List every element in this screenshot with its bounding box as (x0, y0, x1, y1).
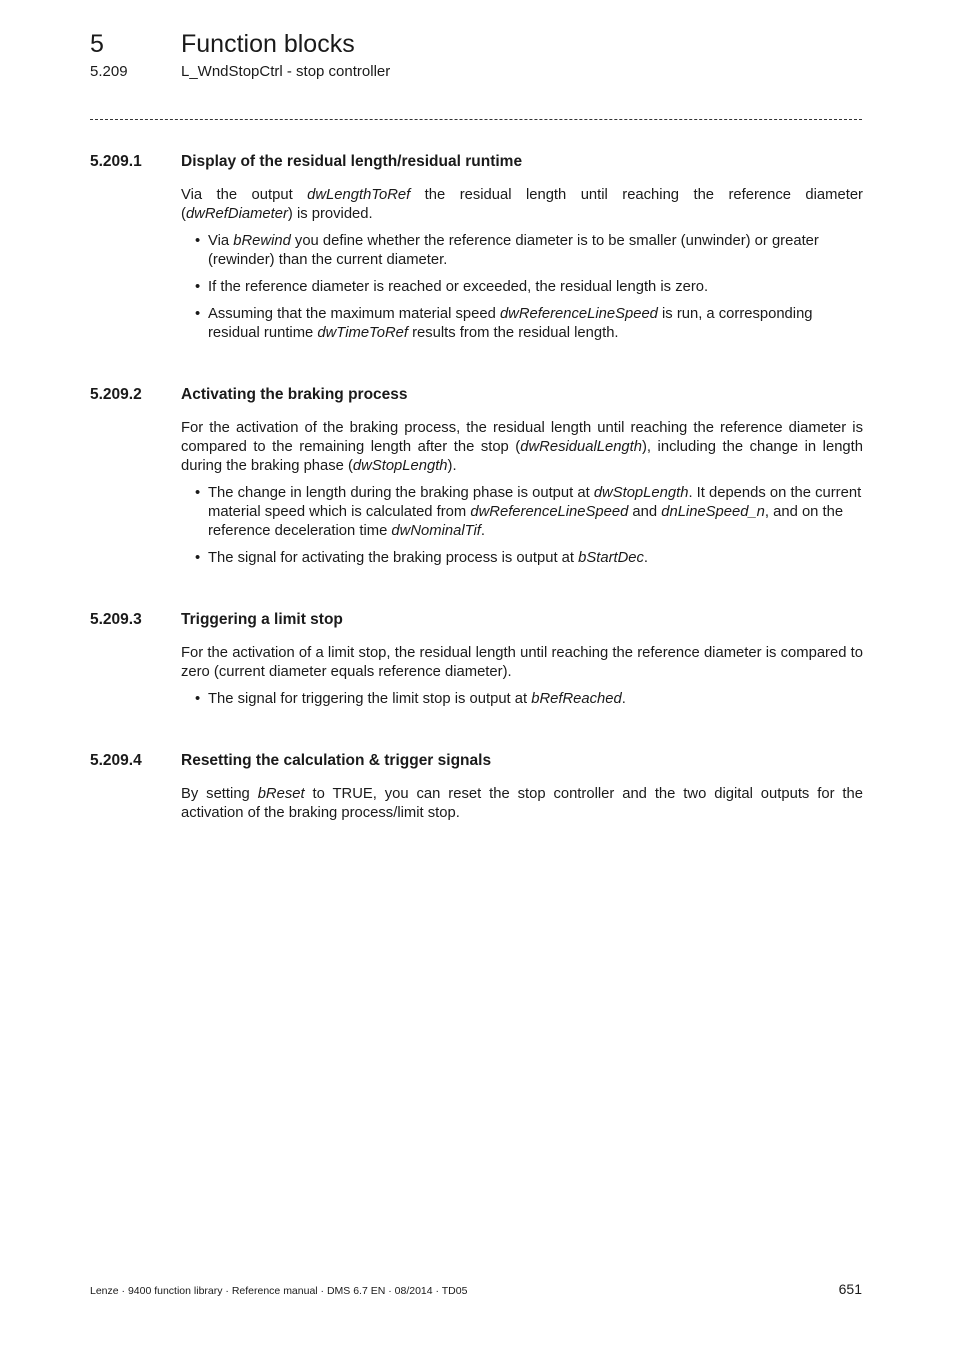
text-run: , and on the reference deceleration time (208, 504, 844, 539)
section-title: Resetting the calculation & trigger signals (181, 752, 492, 769)
text-run: ), including the change in length during the braking phase ( (181, 439, 863, 474)
section-title: Activating the braking process (181, 386, 408, 403)
text-run: you define whether the reference diameter is to be smaller (unwinder) or greater (rewinder) than the current diameter. (208, 233, 819, 268)
text-run: ) is provided. (287, 206, 373, 222)
text-run: For the activation of a limit stop, the residual length until reaching the reference diameter is compared to zero (current diameter equals reference diameter). (181, 645, 863, 680)
section-number: 5.209.1 (90, 153, 142, 170)
signal-name: bRewind (233, 233, 291, 249)
text-run: By setting (181, 786, 258, 802)
text-run: For the activation of the braking process, the residual length until reaching the reference diameter is compared to the remaining length after the stop ( (181, 420, 863, 455)
section-heading (90, 150, 863, 174)
text-run: is run, a corresponding residual runtime (208, 306, 813, 341)
list-item (181, 232, 863, 270)
signal-name: dwReferenceLineSpeed (499, 306, 658, 322)
text-run: . It depends on the current material speed which is calculated from (208, 485, 862, 520)
text-run: . (621, 691, 626, 707)
signal-name: dwStopLength (352, 458, 448, 474)
text-run: The signal for activating the braking process is output at (208, 550, 579, 566)
list-item (181, 549, 863, 568)
section-heading (90, 608, 863, 632)
section-heading (90, 749, 863, 773)
page-number: 651 (838, 1281, 862, 1297)
list-item (181, 690, 863, 709)
signal-name: dwStopLength (593, 485, 689, 501)
signal-name: bStartDec (578, 550, 644, 566)
signal-name: dwResidualLength (520, 439, 642, 455)
text-run: ). (447, 458, 457, 474)
chapter-number: 5 (90, 30, 104, 58)
section-number: 5.209.2 (90, 386, 142, 403)
text-run: and (628, 504, 662, 520)
section-heading (90, 383, 863, 407)
text-run: The signal for triggering the limit stop is output at (208, 691, 532, 707)
text-run: The change in length during the braking phase is output at (208, 485, 594, 501)
paragraph (181, 785, 863, 823)
header-divider (90, 119, 862, 120)
paragraph (181, 644, 863, 682)
text-run: Via the output (181, 187, 308, 203)
text-run: results from the residual length. (408, 325, 619, 341)
section-title: Triggering a limit stop (181, 611, 343, 628)
signal-name: dwRefDiameter (185, 206, 288, 222)
bullet-list (181, 232, 863, 343)
bullet-list (181, 484, 863, 568)
signal-name: dnLineSpeed_n (661, 504, 765, 520)
text-run: If the reference diameter is reached or exceeded, the residual length is zero. (208, 279, 709, 295)
section-number: 5.209.4 (90, 752, 142, 769)
section-number: 5.209.3 (90, 611, 142, 628)
document-body (90, 150, 863, 863)
signal-name: dwTimeToRef (317, 325, 408, 341)
signal-name: dwNominalTif (391, 523, 481, 539)
text-run: . (643, 550, 649, 566)
footer-text: Lenze · 9400 function library · Reference manual · DMS 6.7 EN · 08/2014 · TD05 (90, 1285, 468, 1297)
section-body (181, 785, 863, 823)
signal-name: bRefReached (531, 691, 622, 707)
section-body (181, 419, 863, 568)
text-run: . (480, 523, 486, 539)
running-section-number: 5.209 (90, 63, 128, 80)
chapter-title: Function blocks (181, 30, 355, 58)
running-section-title: L_WndStopCtrl - stop controller (181, 63, 391, 80)
section-title: Display of the residual length/residual runtime (181, 153, 523, 170)
text-run: to TRUE, you can reset the stop controller and the two digital outputs for the activation of the braking process/limit stop. (181, 786, 863, 821)
section-body (181, 186, 863, 343)
list-item (181, 278, 863, 297)
signal-name: dwLengthToRef (307, 187, 411, 203)
list-item (181, 484, 863, 541)
bullet-list (181, 690, 863, 709)
section-body (181, 644, 863, 709)
list-item (181, 305, 863, 343)
text-run: the residual length until reaching the reference diameter ( (181, 187, 863, 222)
text-run: Via (208, 233, 234, 249)
paragraph (181, 419, 863, 476)
signal-name: bReset (257, 786, 305, 802)
text-run: Assuming that the maximum material speed (208, 306, 500, 322)
signal-name: dwReferenceLineSpeed (470, 504, 629, 520)
paragraph (181, 186, 863, 224)
